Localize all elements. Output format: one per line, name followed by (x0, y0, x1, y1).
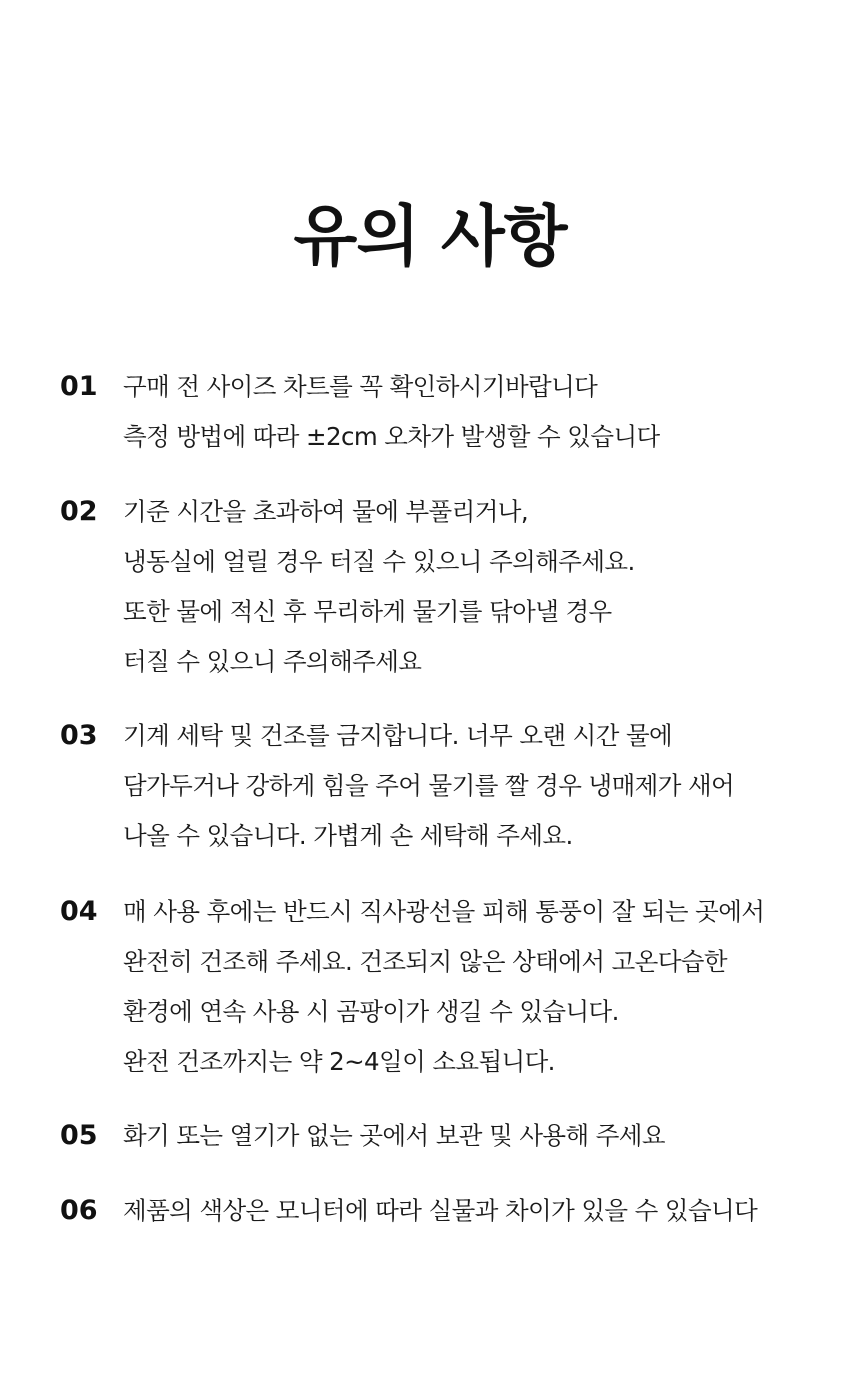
item-line: 나올 수 있습니다. 가볍게 손 세탁해 주세요. (123, 821, 573, 850)
item-number: 02 (60, 496, 98, 527)
item-line: 측정 방법에 따라 ±2cm 오차가 발생할 수 있습니다 (123, 422, 660, 451)
item-line: 완전 건조까지는 약 2~4일이 소요됩니다. (123, 1047, 555, 1076)
item-number: 03 (60, 720, 98, 751)
item-text (123, 887, 813, 1087)
page-title: 유의 사항 (293, 198, 567, 275)
item-number: 01 (60, 371, 98, 402)
item-line: 제품의 색상은 모니터에 따라 실물과 차이가 있을 수 있습니다 (123, 1196, 758, 1225)
item-text (123, 711, 813, 861)
item-text (123, 487, 813, 687)
item-line: 터질 수 있으니 주의해주세요 (123, 647, 422, 676)
item-text (123, 362, 813, 462)
item-number: 04 (60, 896, 98, 927)
item-number: 05 (60, 1120, 98, 1151)
item-number: 06 (60, 1195, 98, 1226)
item-line: 화기 또는 열기가 없는 곳에서 보관 및 사용해 주세요 (123, 1121, 665, 1150)
item-text (123, 1186, 813, 1236)
item-line: 담가두거나 강하게 힘을 주어 물기를 짤 경우 냉매제가 새어 (123, 771, 735, 800)
item-line: 완전히 건조해 주세요. 건조되지 않은 상태에서 고온다습한 (123, 947, 727, 976)
item-line: 환경에 연속 사용 시 곰팡이가 생길 수 있습니다. (123, 997, 619, 1026)
item-line: 구매 전 사이즈 차트를 꼭 확인하시기바랍니다 (123, 372, 598, 401)
item-line: 또한 물에 적신 후 무리하게 물기를 닦아낼 경우 (123, 597, 612, 626)
item-line: 기준 시간을 초과하여 물에 부풀리거나, (123, 497, 529, 526)
item-line: 기계 세탁 및 건조를 금지합니다. 너무 오랜 시간 물에 (123, 721, 673, 750)
item-line: 냉동실에 얼릴 경우 터질 수 있으니 주의해주세요. (123, 547, 635, 576)
item-text (123, 1111, 813, 1161)
item-line: 매 사용 후에는 반드시 직사광선을 피해 통풍이 잘 되는 곳에서 (123, 897, 765, 926)
